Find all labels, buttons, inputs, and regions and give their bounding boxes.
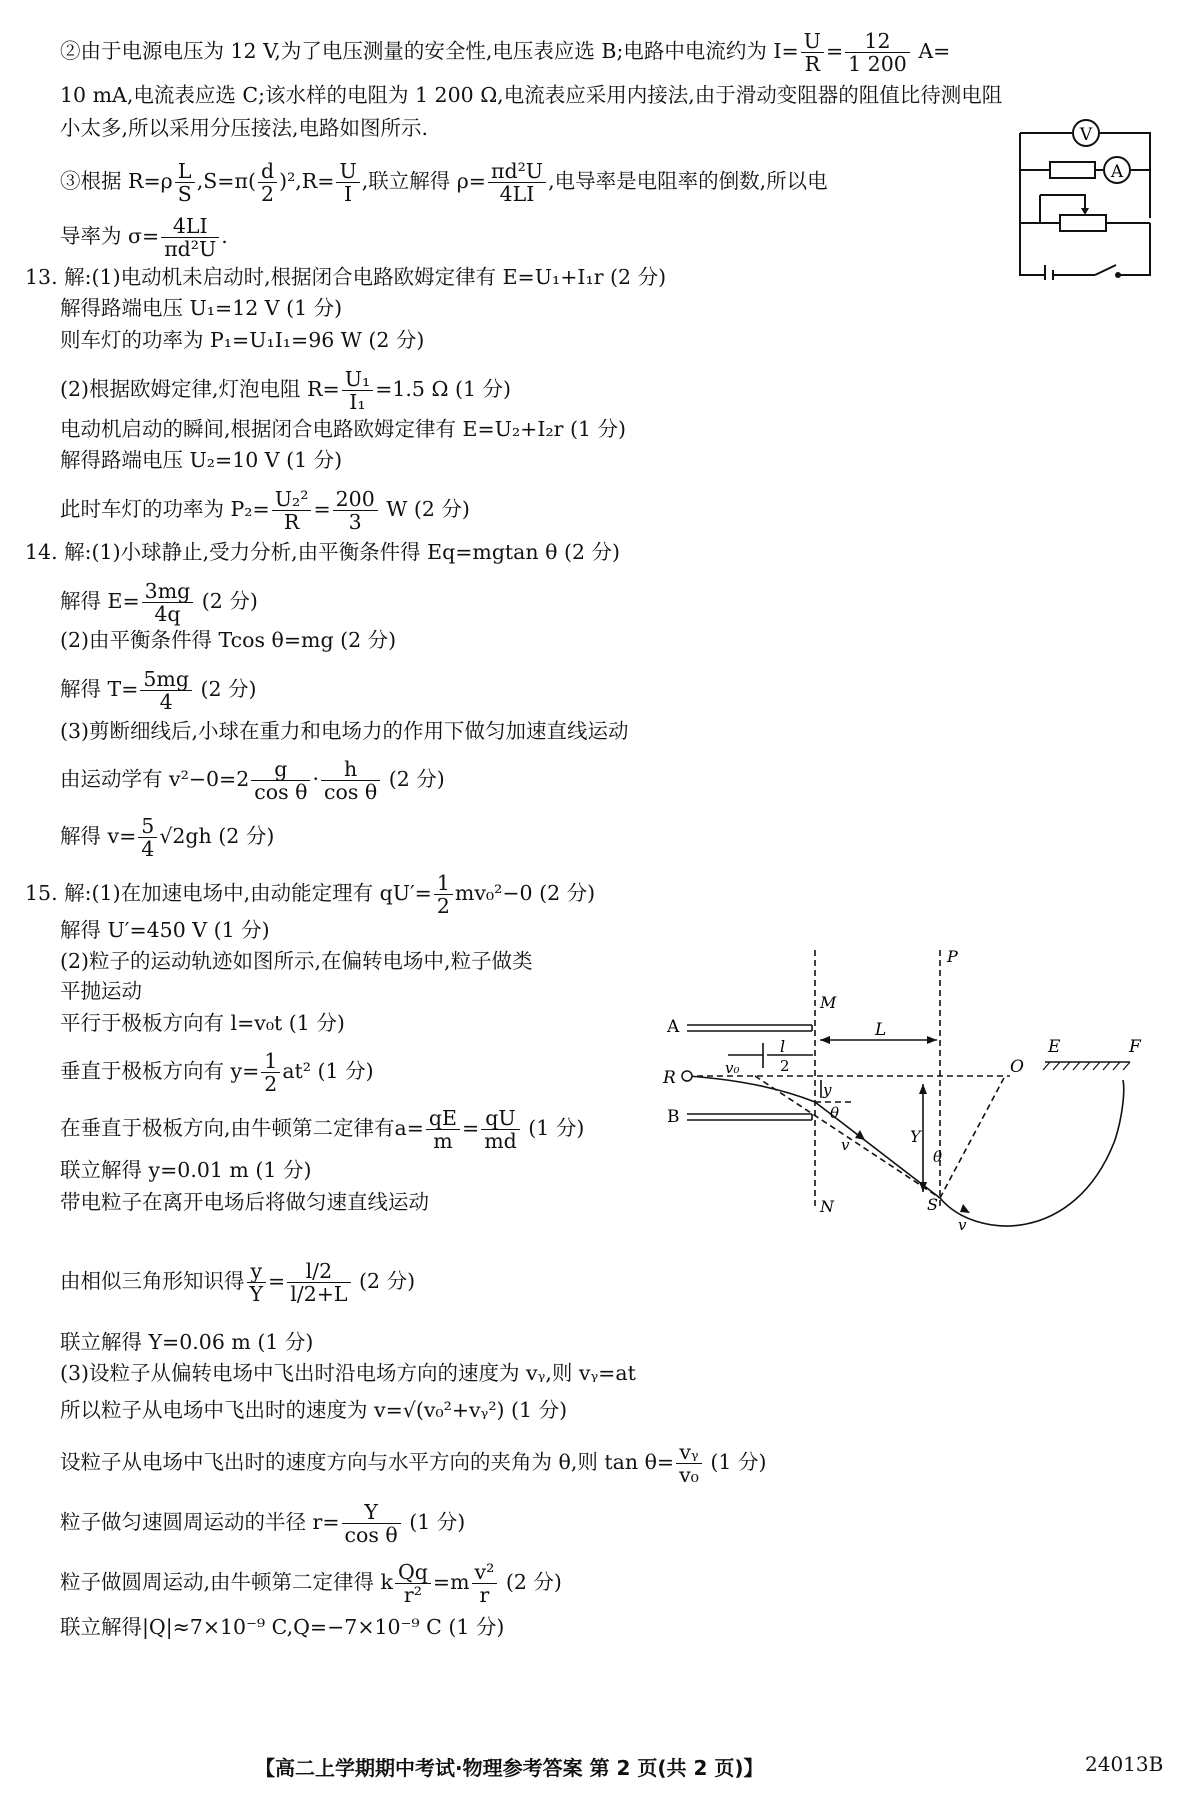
q14-line-5: (3)剪断细线后,小球在重力和电场力的作用下做匀加速直线运动 — [60, 719, 629, 743]
svg-text:A: A — [1110, 162, 1124, 182]
svg-text:S: S — [927, 1195, 938, 1214]
q13-line-1: 13. 解:(1)电动机未启动时,根据闭合电路欧姆定律有 E=U₁+I₁r (2 分) — [25, 265, 667, 289]
svg-text:R: R — [663, 1068, 676, 1088]
svg-text:θ: θ — [830, 1104, 840, 1122]
q13-line-6: 解得路端电压 U₂=10 V (1 分) — [60, 448, 343, 472]
q14-line-3: (2)由平衡条件得 Tcos θ=mg (2 分) — [60, 628, 397, 652]
svg-text:B: B — [667, 1107, 680, 1127]
q14-line-4: 解得 T= $\frac{5mg}{4}$ (2 分) — [60, 667, 257, 714]
q14-line-2: 解得 E= $\frac{3mg}{4q}$ (2 分) — [60, 579, 258, 626]
rheostat-icon — [1060, 215, 1106, 231]
q15-line-7: 在垂直于极板方向,由牛顿第二定律有a= $\frac{qE}{m}$ = $\frac{qU}{md}$ (1 分) — [60, 1106, 585, 1153]
svg-text:N: N — [820, 1197, 834, 1216]
q13-line-3: 则车灯的功率为 P₁=U₁I₁=96 W (2 分) — [60, 328, 425, 352]
resistor-icon — [1050, 162, 1095, 178]
q13-line-5: 电动机启动的瞬间,根据闭合电路欧姆定律有 E=U₂+I₂r (1 分) — [60, 417, 627, 441]
q15-line-10: 由相似三角形知识得 $\frac{y}{Y}$ = $\frac{l/2}{l/2+L}$ (2 分) — [60, 1259, 416, 1306]
q13-line-2: 解得路端电压 U₁=12 V (1 分) — [60, 296, 343, 320]
svg-text:F: F — [1129, 1037, 1141, 1057]
q15-line-12: (3)设粒子从偏转电场中飞出时沿电场方向的速度为 vᵧ,则 vᵧ=at — [60, 1361, 636, 1385]
q15-line-9: 带电粒子在离开电场后将做匀速直线运动 — [60, 1190, 429, 1214]
svg-text:v: v — [958, 1216, 967, 1234]
q12-line-2: 10 mA,电流表应选 C;该水样的电阻为 1 200 Ω,电流表应采用内接法,由于滑动变阻器的阻值比待测电阻 — [60, 83, 1003, 107]
q15-line-16: 粒子做圆周运动,由牛顿第二定律得 k $\frac{Qq}{\text{r²}}$ =m $\frac{\text{v²}}{r}$ (2 分) — [60, 1560, 562, 1607]
svg-text:A: A — [667, 1017, 680, 1037]
q12-line-1: ②由于电源电压为 12 V,为了电压测量的安全性,电压表应选 B;电路中电流约为 I= $\frac{U}{R}$ = $\frac{12}{1 200}$ A= — [60, 29, 951, 76]
svg-text:Y: Y — [910, 1127, 921, 1146]
q12-line-4: ③根据 R=ρ $\frac{L}{S}$ ,S=π( $\frac{d}{2}$ )²,R= $\frac{U}{I}$ ,联立解得 ρ= $\frac{\text{πd²U}}{4LI}$ ,电导率是电阻率的倒数,所以电 — [60, 159, 828, 206]
svg-text:y: y — [823, 1081, 832, 1099]
svg-text:E: E — [1048, 1037, 1061, 1057]
q12-line-3: 小太多,所以采用分压接法,电路如图所示. — [60, 116, 429, 140]
document-code: 24013B — [1085, 1752, 1164, 1776]
q15-line-2: 解得 U′=450 V (1 分) — [60, 918, 270, 942]
q15-line-3: (2)粒子的运动轨迹如图所示,在偏转电场中,粒子做类 — [60, 949, 533, 973]
svg-text:O: O — [1010, 1057, 1024, 1077]
svg-text:P: P — [947, 947, 958, 966]
q15-line-6: 垂直于极板方向有 y= $\frac{1}{2}$ at² (1 分) — [60, 1049, 374, 1096]
svg-text:2: 2 — [780, 1057, 790, 1075]
q12-line-5: 导率为 σ= $\frac{4LI}{\text{πd²U}}$ . — [60, 214, 228, 261]
q15-line-5: 平行于极板方向有 l=v₀t (1 分) — [60, 1011, 345, 1035]
q15-line-8: 联立解得 y=0.01 m (1 分) — [60, 1158, 312, 1182]
svg-text:L: L — [875, 1020, 887, 1040]
q15-line-13: 所以粒子从电场中飞出时的速度为 v=√(v₀²+vᵧ²) (1 分) — [60, 1398, 568, 1422]
svg-text:l: l — [780, 1037, 786, 1056]
q15-line-4: 平抛运动 — [60, 979, 142, 1003]
svg-text:θ: θ — [933, 1148, 943, 1166]
page-footer: 【高二上学期期中考试·物理参考答案 第 2 页(共 2 页)】 — [255, 1756, 764, 1780]
q13-line-4: (2)根据欧姆定律,灯泡电阻 R= $\frac{\text{U₁}}{\text{I₁}}$ =1.5 Ω (1 分) — [60, 367, 512, 414]
q15-line-14: 设粒子从电场中飞出时的速度方向与水平方向的夹角为 θ,则 tan θ= $\frac{\text{vᵧ}}{\text{v₀}}$ (1 分) — [60, 1440, 767, 1487]
q14-line-7: 解得 v= $\frac{5}{4}$ √2gh (2 分) — [60, 814, 275, 861]
q15-line-15: 粒子做匀速圆周运动的半径 r= $\frac{Y}{\text{cos θ}}$ (1 分) — [60, 1500, 466, 1547]
q15-line-11: 联立解得 Y=0.06 m (1 分) — [60, 1330, 314, 1354]
q13-line-7: 此时车灯的功率为 P₂= $\frac{\text{U₂²}}{R}$ = $\frac{200}{3}$ W (2 分) — [60, 487, 470, 534]
q14-line-6: 由运动学有 v²−0=2 $\frac{g}{\text{cos θ}}$ · $\frac{h}{\text{cos θ}}$ (2 分) — [60, 757, 445, 804]
switch-icon — [1095, 265, 1116, 275]
svg-text:v₀: v₀ — [725, 1059, 740, 1077]
trajectory-diagram — [655, 940, 1190, 1240]
svg-text:M: M — [820, 993, 837, 1012]
svg-text:V: V — [1079, 125, 1093, 145]
q15-line-1: 15. 解:(1)在加速电场中,由动能定理有 qU′= $\frac{1}{2}$ mv₀²−0 (2 分) — [25, 871, 596, 918]
q14-line-1: 14. 解:(1)小球静止,受力分析,由平衡条件得 Eq=mgtan θ (2 分) — [25, 540, 621, 564]
circuit-diagram — [1000, 115, 1170, 280]
svg-text:v: v — [841, 1136, 850, 1154]
q15-line-17: 联立解得|Q|≈7×10⁻⁹ C,Q=−7×10⁻⁹ C (1 分) — [60, 1615, 505, 1639]
